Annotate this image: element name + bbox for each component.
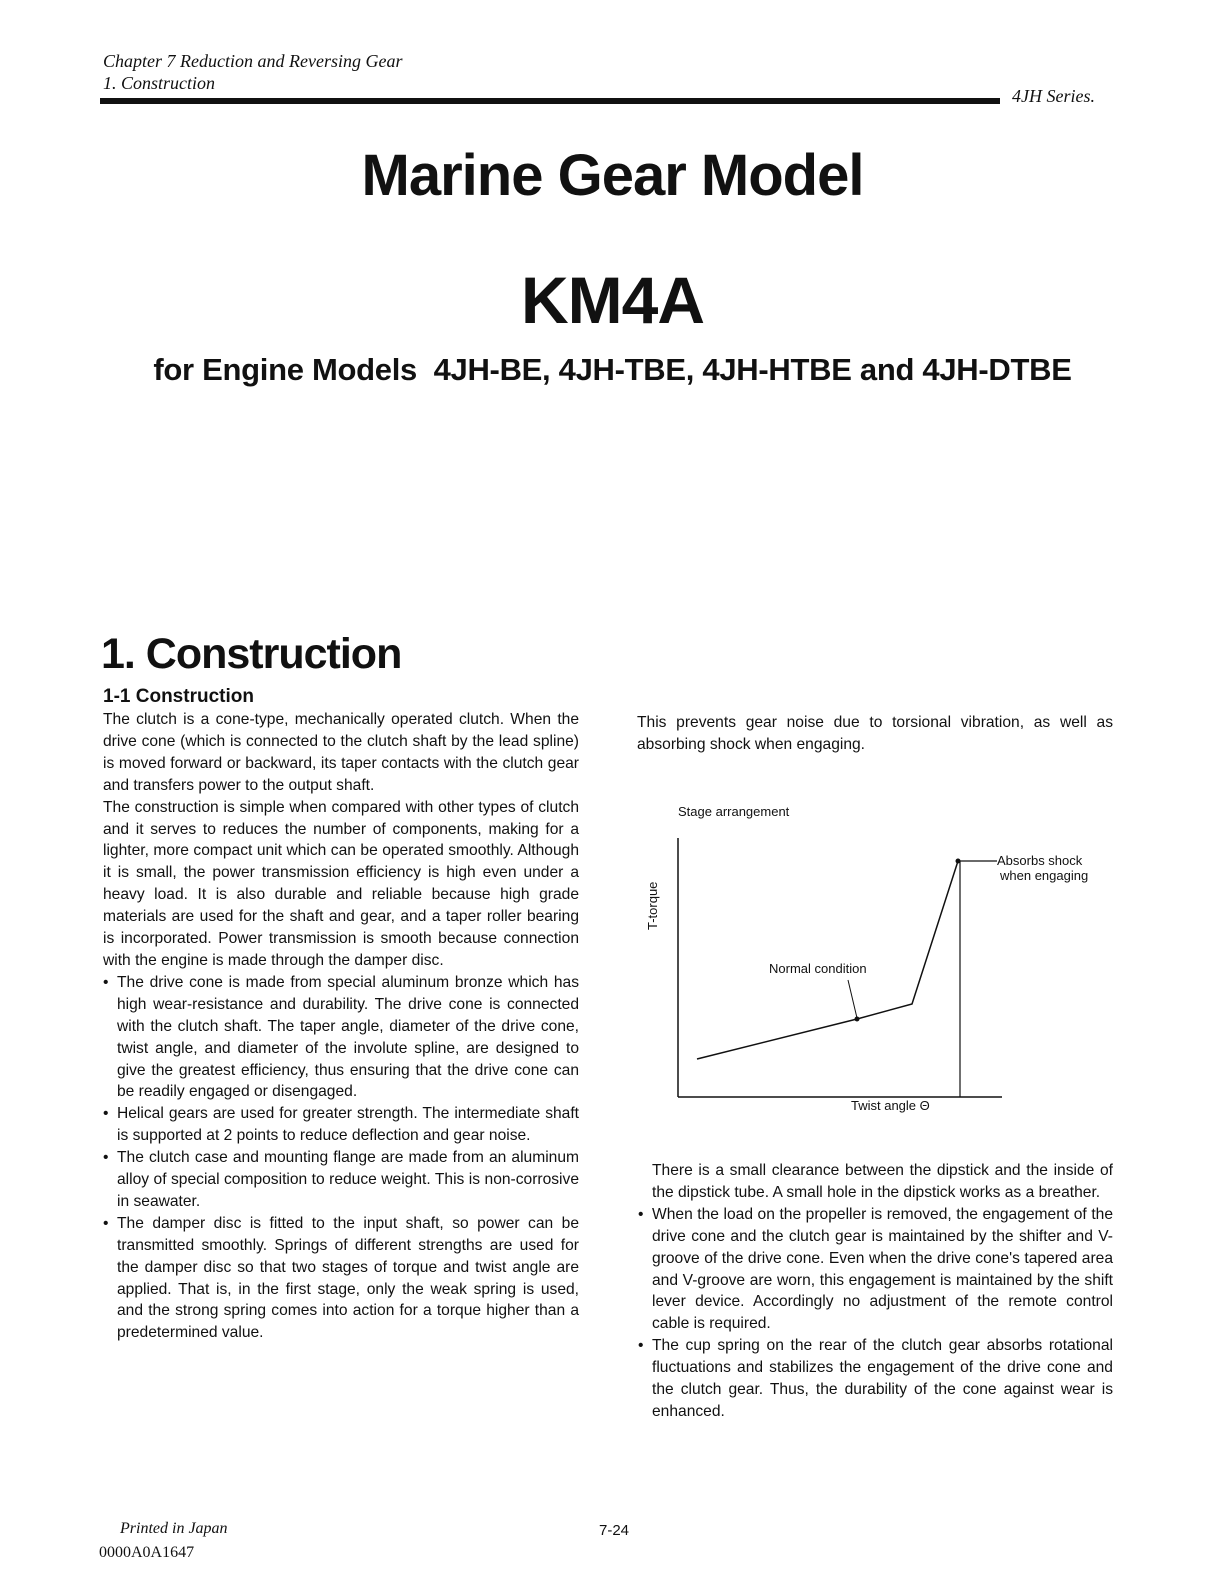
printed-in-japan: Printed in Japan [120,1520,228,1537]
diagram-title: Stage arrangement [678,804,790,819]
page-number: 7-24 [599,1522,630,1539]
paragraph: The clutch is a cone-type, mechanically operated clutch. When the drive cone (which is connected to the clutch shaft by the lead spline) is moved forward or backward, its taper contacts with the clutch gear and transfers power to the output shaft. [103,711,579,794]
shock-label-line1: Absorbs shock [997,853,1083,868]
document-code: 0000A0A1647 [99,1544,195,1561]
paragraph: The construction is simple when compared with other types of clutch and it serves to reduces the number of components, making for a lighter, more compact unit which can be operated smoothly. Although it is small, the power transmission efficiency is high even under a heavy load. It is also durable and reliable because high grade materials are used for the shaft and gear, and a taper roller bearing is incorporated. Power transmission is smooth because connection with the engine is made through the damper disc. [103,798,579,969]
main-title: Marine Gear Model [361,143,864,208]
series-label: 4JH Series. [1012,86,1095,106]
bullet-item: • The damper disc is fitted to the input shaft, so power can be transmitted smoothly. Springs of different strengths are used for the damper disc so that two stages of torque and twist angle are applied. That is, in the first stage, only the weak spring is used, and the strong spring comes into action for a torque higher than a predetermined value. [103,1213,579,1344]
shock-point [956,859,961,864]
normal-condition-label: Normal condition [769,961,867,976]
bullet-item: • When the load on the propeller is removed, the engagement of the drive cone and the clutch gear is maintained by the shifter and V-groove of the drive cone. Even when the drive cone's tapered area and V-groove are worn, this engagement is maintained by the shift lever device. Accordingly no adjustment of the remote control cable is required. [638,1204,1113,1335]
bullet-item: • The drive cone is made from special aluminum bronze which has high wear-resistance and durability. The drive cone is connected with the clutch shaft. The taper angle, diameter of the drive cone, twist angle, and diameter of the involute spline, are designed to give the greatest efficiency, thus ensuring that the drive cone can be readily engaged or disengaged. [103,972,579,1103]
bullet-item: • The cup spring on the rear of the clutch gear absorbs rotational fluctuations and stabilizes the engagement of the drive cone and the clutch gear. Thus, the durability of the cone against wear is enhanced. [638,1335,1113,1423]
subsection-heading: 1-1 Construction [103,686,254,707]
y-axis-label: T-torque [645,881,660,930]
bullet-item: • The clutch case and mounting flange are made from an aluminum alloy of special composition to reduce weight. This is non-corrosive in seawater. [103,1147,579,1213]
model-title: KM4A [520,263,704,337]
paragraph: There is a small clearance between the dipstick and the inside of the dipstick tube. A small hole in the dipstick works as a breather. [652,1162,1113,1201]
torque-curve [697,861,958,1059]
paragraph: This prevents gear noise due to torsional vibration, as well as absorbing shock when engaging. [637,714,1113,753]
shock-label-line2: when engaging [1000,868,1089,883]
right-column [652,1160,1113,1423]
bullet-item: • Helical gears are used for greater strength. The intermediate shaft is supported at 2 points to reduce deflection and gear noise. [103,1103,579,1147]
normal-leader-line [848,980,857,1018]
engine-models-subtitle: for Engine Models 4JH-BE, 4JH-TBE, 4JH-HTBE and 4JH-DTBE [153,352,1072,387]
section-heading: 1. Construction [101,630,402,678]
section-title: 1. Construction [103,73,216,93]
x-axis-label: Twist angle Θ [851,1098,930,1113]
chapter-title: Chapter 7 Reduction and Reversing Gear [103,51,403,71]
